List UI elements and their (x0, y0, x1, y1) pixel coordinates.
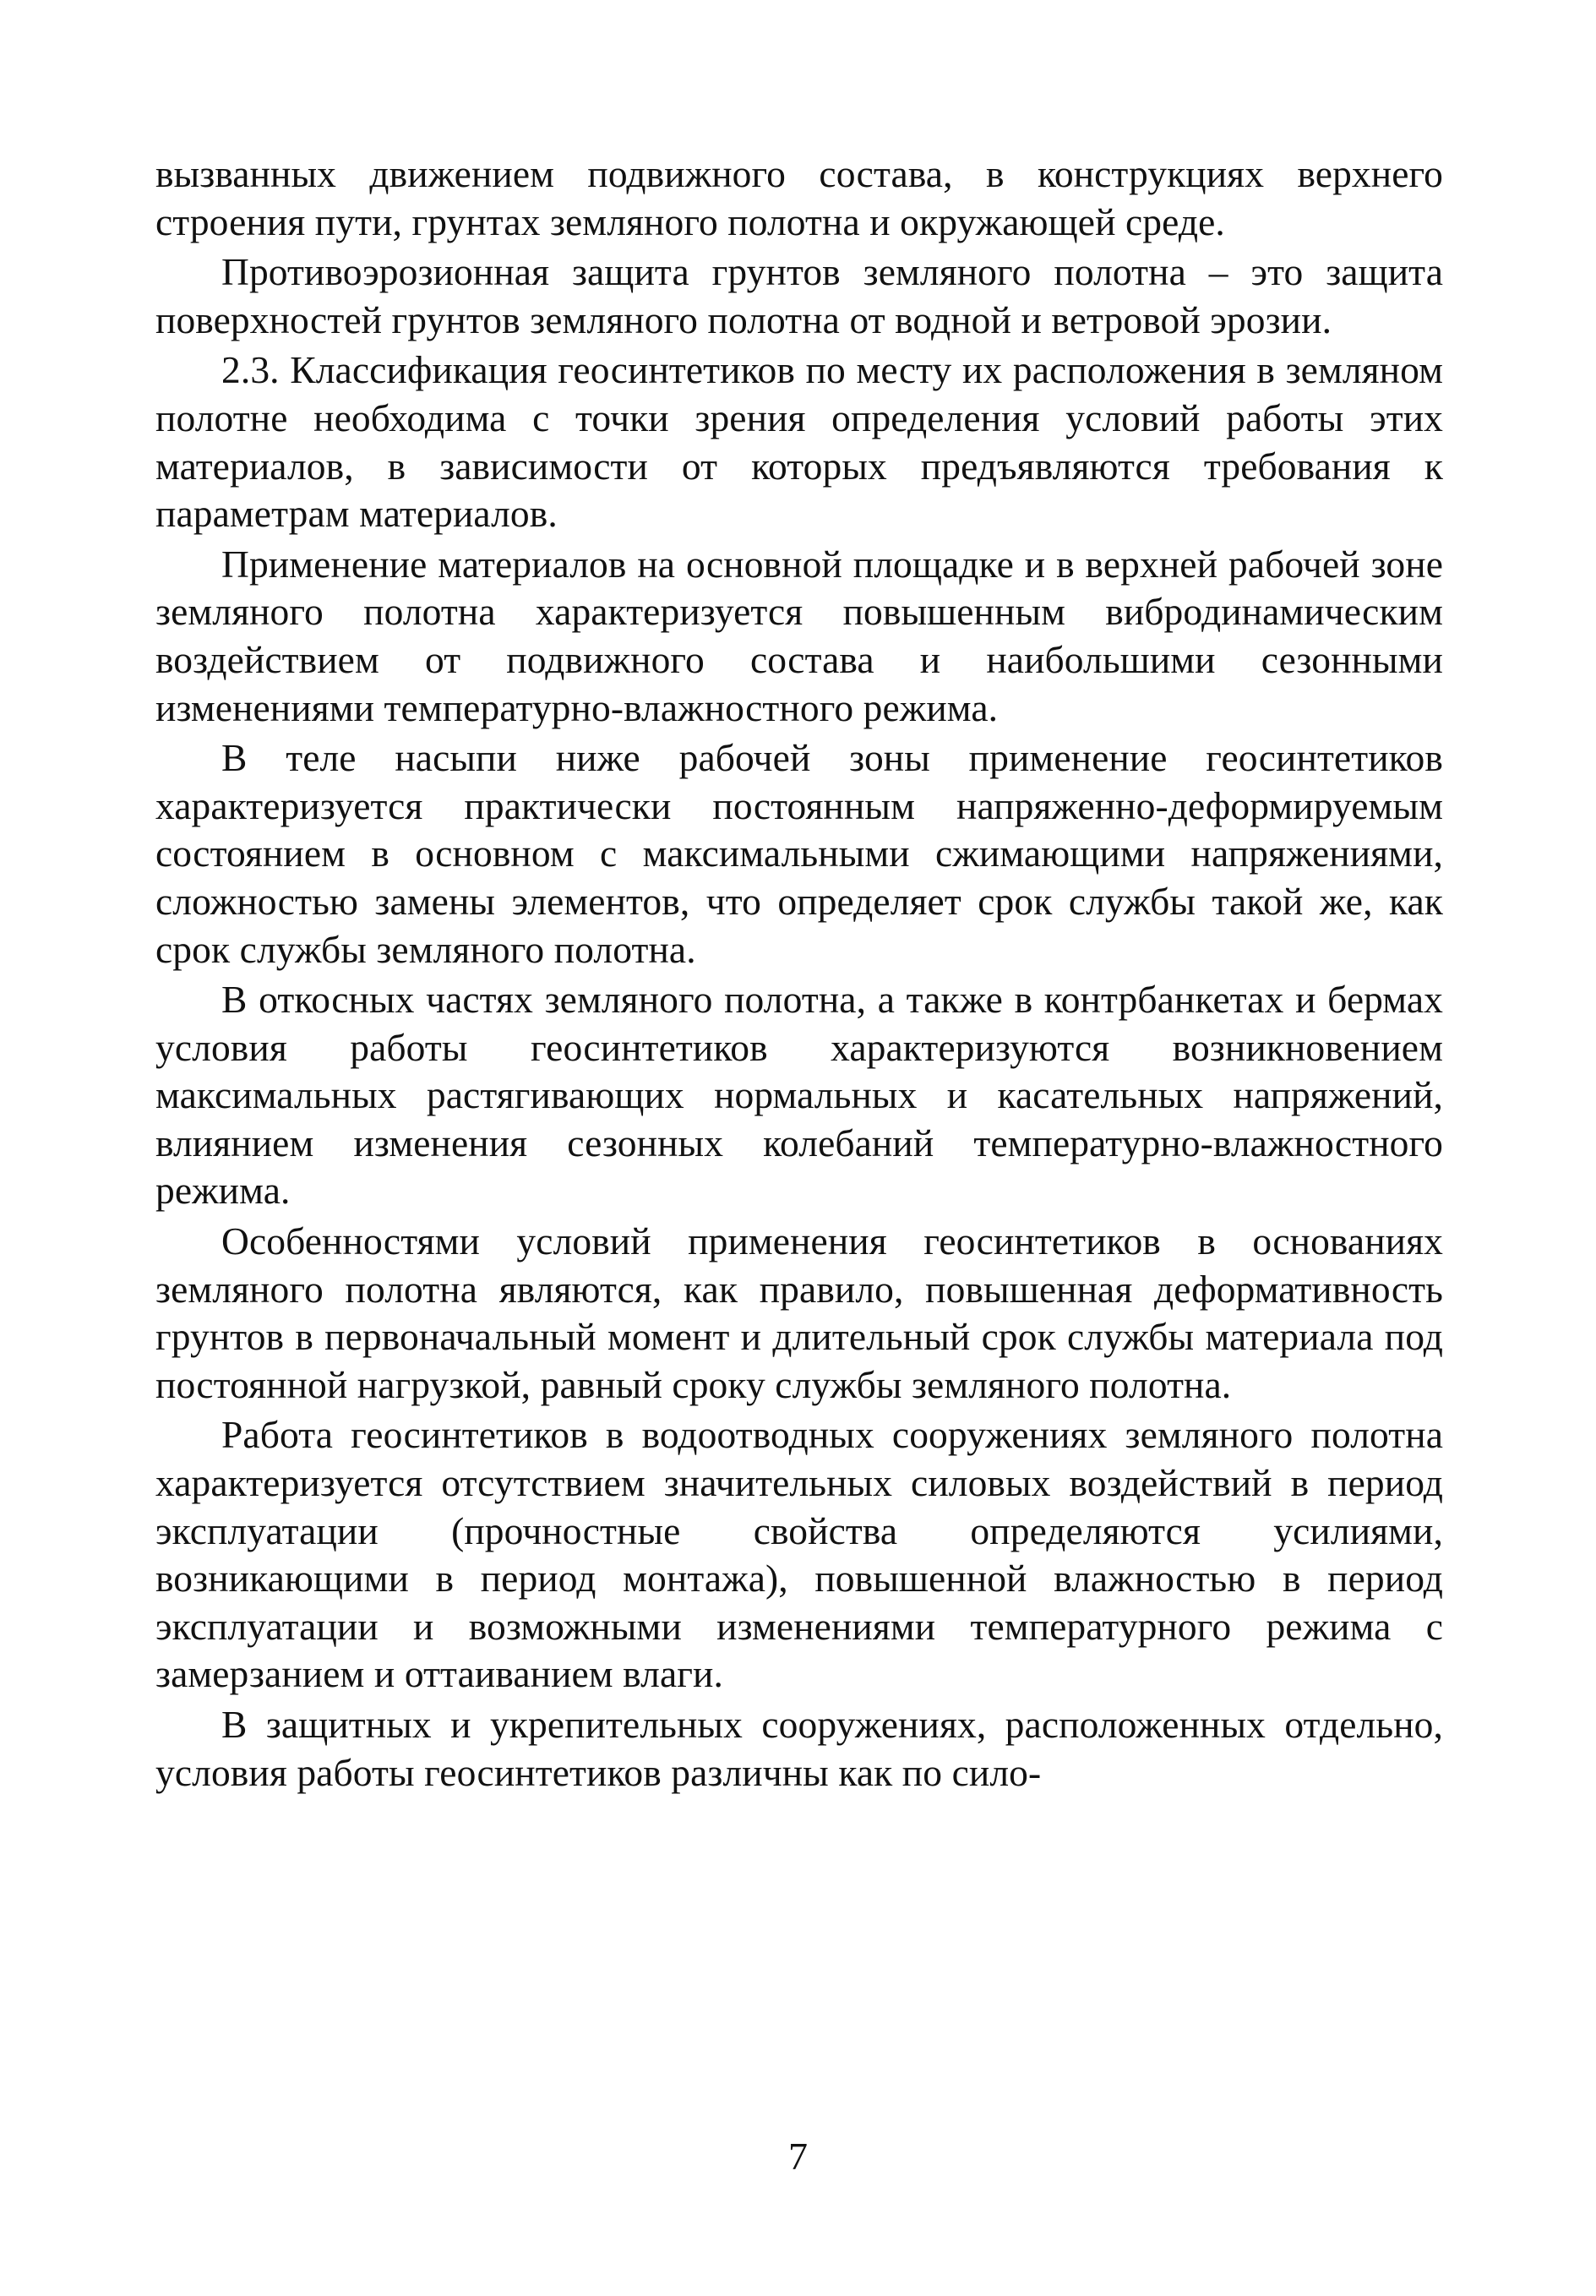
paragraph-foundations: Особенностями условий применения геосинтетиков в основаниях земляного полотна являются, как правило, повышенная деформативность грунтов в первоначальный момент и длительный срок службы материала под постоянной нагрузкой, равный сроку службы земляного полотна. (155, 1219, 1443, 1406)
paragraph-protective-structures: В защитных и укрепительных сооружениях, расположенных отдельно, условия работы геосинтетиков различны как по сило- (155, 1703, 1443, 1794)
paragraph-slope-parts: В откосных частях земляного полотна, а также в контрбанкетах и бермах условия работы геосинтетиков характеризуются возникновением максимальных растягивающих нормальных и касательных напряжений, влиянием изменения сезонных колебаний температурно-влажностного режима. (155, 978, 1443, 1213)
paragraph-main-platform: Применение материалов на основной площадке и в верхней рабочей зоне земляного полотна характеризуется повышенным вибродинамическим воздействием от подвижного состава и наибольшими сезонными изменениями температурно-влажностного режима. (155, 542, 1443, 729)
paragraph-drainage: Работа геосинтетиков в водоотводных сооружениях земляного полотна характеризуется отсутствием значительных силовых воздействий в период эксплуатации (прочностные свойства определяются усилиями, возникающими в период монтажа), повышенной влажностью в период эксплуатации и возможными изменениями температурного режима с замерзанием и оттаиванием влаги. (155, 1413, 1443, 1696)
paragraph-continuation: вызванных движением подвижного состава, в конструкциях верхнего строения пути, грунтах земляного полотна и окружающей среде. (155, 152, 1443, 243)
paragraph-embankment-body: В теле насыпи ниже рабочей зоны применение геосинтетиков характеризуется практически постоянным напряженно-деформируемым состоянием в основном с максимальными сжимающими напряжениями, сложностью замены элементов, что определяет срок службы такой же, как срок службы земляного полотна. (155, 736, 1443, 971)
paragraph-erosion-protection: Противоэрозионная защита грунтов земляного полотна – это защита поверхностей грунтов земляного полотна от водной и ветровой эрозии. (155, 250, 1443, 341)
paragraph-classification: 2.3. Классификация геосинтетиков по месту их расположения в земляном полотне необходима с точки зрения определения условий работы этих материалов, в зависимости от которых предъявляются требования к параметрам материалов. (155, 348, 1443, 536)
page-number: 7 (788, 2135, 808, 2178)
body-text (155, 150, 1443, 1797)
